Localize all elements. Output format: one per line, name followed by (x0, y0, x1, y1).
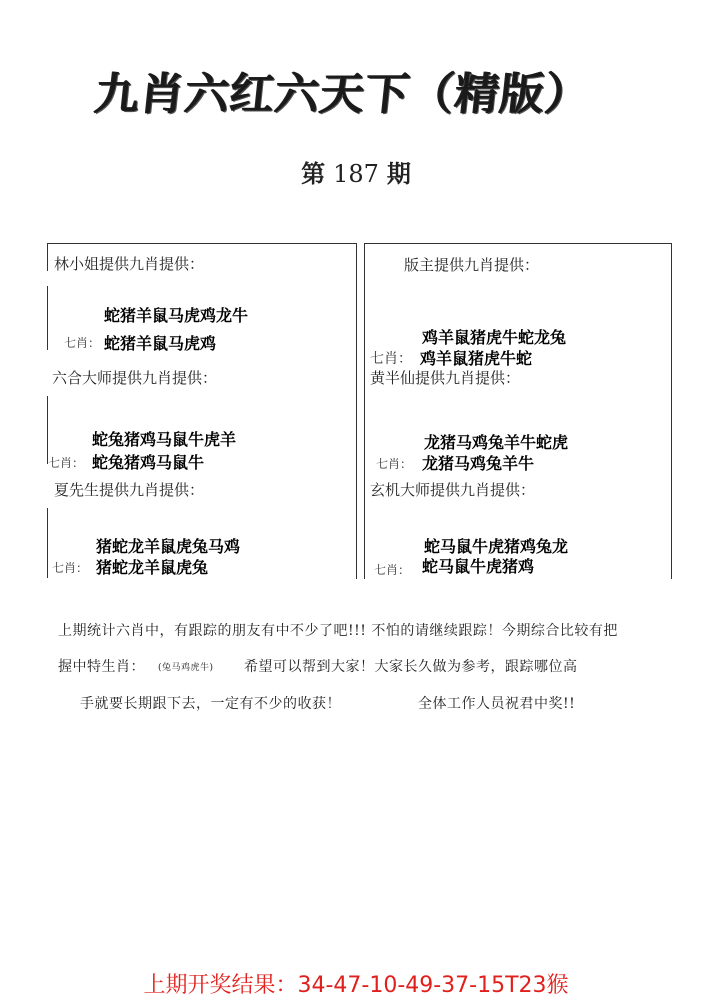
rule (356, 243, 357, 579)
provider-label: 玄机大师提供九肖提供： (370, 481, 536, 499)
nine-zodiac-list: 鸡羊鼠猪虎牛蛇龙兔 (422, 328, 567, 347)
notice-line-3-end: 全体工作人员祝君中奖!! (418, 696, 576, 712)
seven-zodiac-list: 蛇兔猪鸡马鼠牛 (92, 453, 205, 472)
special-zodiac-hint: (兔马鸡虎牛) (158, 663, 214, 673)
provider-label: 六合大师提供九肖提供： (52, 369, 218, 387)
provider-label: 林小姐提供九肖提供： (54, 255, 205, 273)
rule (47, 508, 48, 578)
provider-label: 夏先生提供九肖提供： (54, 481, 205, 499)
notice-line-3-start: 手就要长期跟下去，一定有不少的收获！ (80, 696, 341, 712)
rule (364, 243, 672, 244)
nine-zodiac-list: 龙猪马鸡兔羊牛蛇虎 (424, 433, 569, 452)
provider-label: 黄半仙提供九肖提供： (370, 369, 521, 387)
nine-zodiac-list: 蛇马鼠牛虎猪鸡兔龙 (424, 537, 569, 556)
rule (47, 243, 357, 244)
seven-zodiac-list: 龙猪马鸡兔羊牛 (422, 454, 535, 473)
seven-zodiac-label: 七肖： (374, 563, 411, 577)
nine-zodiac-list: 蛇猪羊鼠马虎鸡龙牛 (104, 306, 249, 325)
seven-zodiac-list: 蛇猪羊鼠马虎鸡 (104, 334, 217, 353)
notice-line-2-end: 希望可以帮到大家！大家长久做为参考，跟踪哪位高 (244, 659, 578, 675)
issue-prefix: 第 (301, 159, 326, 188)
page-title: 九肖六红六天下（精版） (92, 69, 593, 120)
issue-number-value: 187 (333, 160, 379, 188)
nine-zodiac-list: 猪蛇龙羊鼠虎兔马鸡 (96, 537, 241, 556)
rule (671, 243, 672, 579)
rule (47, 243, 48, 271)
issue-number (0, 154, 712, 189)
seven-zodiac-label: 七肖： (376, 457, 413, 471)
seven-zodiac-label: 七肖： (52, 561, 89, 575)
nine-zodiac-list: 蛇兔猪鸡马鼠牛虎羊 (92, 430, 237, 449)
seven-zodiac-list: 鸡羊鼠猪虎牛蛇 (420, 349, 533, 368)
rule (47, 286, 48, 350)
seven-zodiac-list: 猪蛇龙羊鼠虎兔 (96, 558, 209, 577)
last-draw-result: 上期开奖结果：34-47-10-49-37-15T23猴 (143, 973, 569, 998)
provider-label: 版主提供九肖提供： (404, 256, 540, 274)
seven-zodiac-list: 蛇马鼠牛虎猪鸡 (422, 557, 535, 576)
notice-line-2-start: 握中特生肖： (58, 659, 145, 675)
rule (364, 243, 365, 579)
notice-line-1: 上期统计六肖中，有跟踪的朋友有中不少了吧!!! 不怕的请继续跟踪！今期综合比较有把 (58, 623, 618, 639)
issue-suffix: 期 (386, 159, 411, 188)
seven-zodiac-label: 七肖： (370, 351, 412, 367)
seven-zodiac-label: 七肖： (64, 336, 101, 350)
seven-zodiac-label: 七肖： (48, 456, 85, 470)
